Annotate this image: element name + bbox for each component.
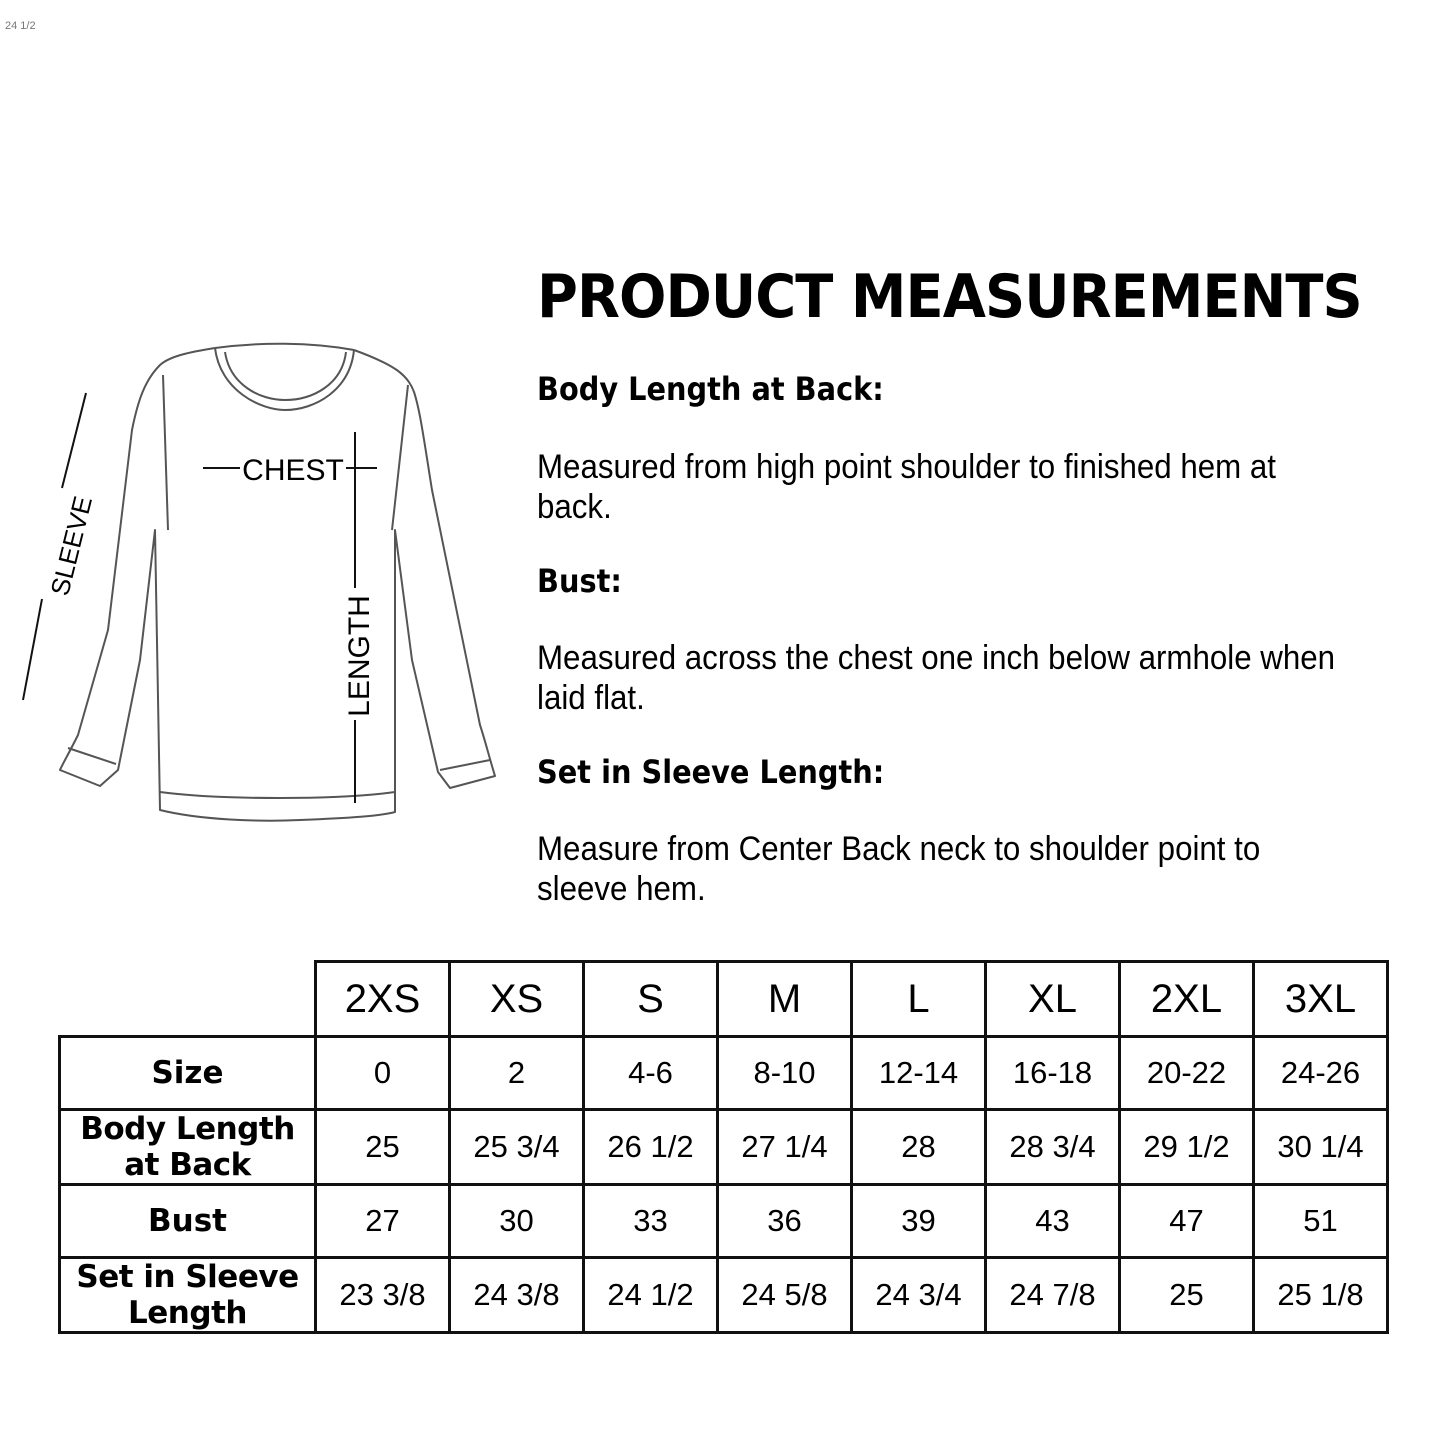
row-label: Set in Sleeve Length [60, 1258, 316, 1333]
table-cell: 24-26 [1254, 1037, 1388, 1110]
row-label: Size [60, 1037, 316, 1110]
table-cell: 25 3/4 [450, 1110, 584, 1185]
table-cell: 25 [1120, 1258, 1254, 1333]
table-cell: 24 3/8 [450, 1258, 584, 1333]
table-row [60, 1037, 1388, 1110]
table-cell: 2 [450, 1037, 584, 1110]
section-text-bust: Measured across the chest one inch below armhole when laid flat. [537, 639, 1336, 717]
corner-label: 24 1/2 [5, 20, 36, 32]
table-cell: 16-18 [986, 1037, 1120, 1110]
column-header: 2XL [1120, 962, 1254, 1037]
section-heading-bust: Bust: [537, 562, 622, 600]
table-cell: 28 3/4 [986, 1110, 1120, 1185]
column-header: M [718, 962, 852, 1037]
table-cell: 24 7/8 [986, 1258, 1120, 1333]
long-sleeve-shirt-icon [20, 330, 520, 830]
column-header: L [852, 962, 986, 1037]
section-text-sleeve-length: Measure from Center Back neck to shoulder point to sleeve hem. [537, 830, 1261, 908]
table-cell: 33 [584, 1185, 718, 1258]
table-cell: 47 [1120, 1185, 1254, 1258]
table-cell: 30 1/4 [1254, 1110, 1388, 1185]
table-cell: 25 [316, 1110, 450, 1185]
table-row [60, 1110, 1388, 1185]
table-cell: 25 1/8 [1254, 1258, 1388, 1333]
section-heading-body-length: Body Length at Back: [537, 370, 884, 408]
table-cell: 24 1/2 [584, 1258, 718, 1333]
length-label: LENGTH [343, 595, 376, 717]
table-cell: 24 3/4 [852, 1258, 986, 1333]
page-title: PRODUCT MEASUREMENTS [537, 262, 1362, 332]
shirt-diagram [20, 330, 520, 830]
table-header-row [60, 962, 1388, 1037]
table-cell: 8-10 [718, 1037, 852, 1110]
table-cell: 12-14 [852, 1037, 986, 1110]
table-cell: 39 [852, 1185, 986, 1258]
size-chart-table [58, 960, 1389, 1334]
table-row [60, 1258, 1388, 1333]
column-header: XL [986, 962, 1120, 1037]
table-cell: 4-6 [584, 1037, 718, 1110]
column-header: 3XL [1254, 962, 1388, 1037]
table-cell: 43 [986, 1185, 1120, 1258]
row-label: Bust [60, 1185, 316, 1258]
table-cell: 51 [1254, 1185, 1388, 1258]
table-cell: 27 [316, 1185, 450, 1258]
column-header: 2XS [316, 962, 450, 1037]
row-label: Body Length at Back [60, 1110, 316, 1185]
chest-label: CHEST [242, 454, 344, 487]
section-heading-sleeve-length: Set in Sleeve Length: [537, 753, 885, 791]
table-cell: 28 [852, 1110, 986, 1185]
table-cell: 20-22 [1120, 1037, 1254, 1110]
table-cell: 36 [718, 1185, 852, 1258]
table-cell: 26 1/2 [584, 1110, 718, 1185]
table-cell: 23 3/8 [316, 1258, 450, 1333]
table-cell: 30 [450, 1185, 584, 1258]
section-text-body-length: Measured from high point shoulder to finished hem at back. [537, 448, 1276, 526]
table-cell: 24 5/8 [718, 1258, 852, 1333]
table-cell: 0 [316, 1037, 450, 1110]
column-header: S [584, 962, 718, 1037]
sleeve-label: SLEEVE [44, 493, 99, 599]
table-row [60, 1185, 1388, 1258]
column-header: XS [450, 962, 584, 1037]
table-cell: 27 1/4 [718, 1110, 852, 1185]
table-cell: 29 1/2 [1120, 1110, 1254, 1185]
table-corner-cell [60, 962, 316, 1037]
